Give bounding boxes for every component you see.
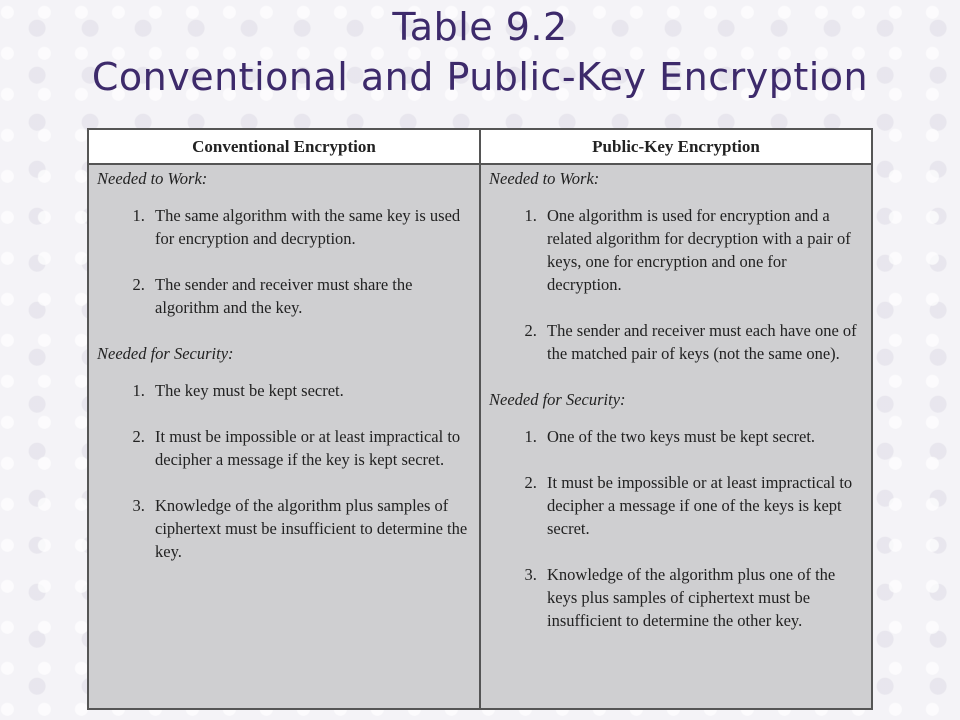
header-conventional: Conventional Encryption <box>192 137 376 156</box>
list-item: 3. Knowledge of the algorithm plus samples of ciphertext must be insufficient to determine the key. <box>149 494 471 563</box>
section-label-work: Needed to Work: <box>97 169 208 188</box>
table-header-row <box>89 130 871 165</box>
slide-title <box>0 2 960 102</box>
cell-public-key <box>479 165 871 708</box>
list-item: 1. One of the two keys must be kept secret. <box>541 425 863 448</box>
list-work <box>489 204 863 365</box>
title-line-1: Table 9.2 <box>392 5 568 49</box>
list-item: 1. One algorithm is used for encryption and a related algorithm for decryption with a pair of keys, one for encryption and one for decryption. <box>541 204 863 296</box>
section-label-security: Needed for Security: <box>97 344 234 363</box>
list-work <box>97 204 471 319</box>
list-item: 1. The same algorithm with the same key is used for encryption and decryption. <box>149 204 471 250</box>
header-public-key: Public-Key Encryption <box>479 130 871 163</box>
table-body-row <box>89 165 871 708</box>
list-item: 2. The sender and receiver must share the algorithm and the key. <box>149 273 471 319</box>
comparison-table <box>87 128 873 710</box>
section-label-work: Needed to Work: <box>489 169 600 188</box>
list-item: 1. The key must be kept secret. <box>149 379 471 402</box>
list-item: 2. It must be impossible or at least impractical to decipher a message if the key is kept secret. <box>149 425 471 471</box>
list-item: 3. Knowledge of the algorithm plus one of the keys plus samples of ciphertext must be insufficient to determine the other key. <box>541 563 863 632</box>
list-security <box>97 379 471 563</box>
title-line-2: Conventional and Public-Key Encryption <box>91 55 869 99</box>
cell-conventional <box>89 165 479 708</box>
section-label-security: Needed for Security: <box>489 390 626 409</box>
list-item: 2. It must be impossible or at least impractical to decipher a message if one of the keys is kept secret. <box>541 471 863 540</box>
list-item: 2. The sender and receiver must each have one of the matched pair of keys (not the same one). <box>541 319 863 365</box>
list-security <box>489 425 863 632</box>
